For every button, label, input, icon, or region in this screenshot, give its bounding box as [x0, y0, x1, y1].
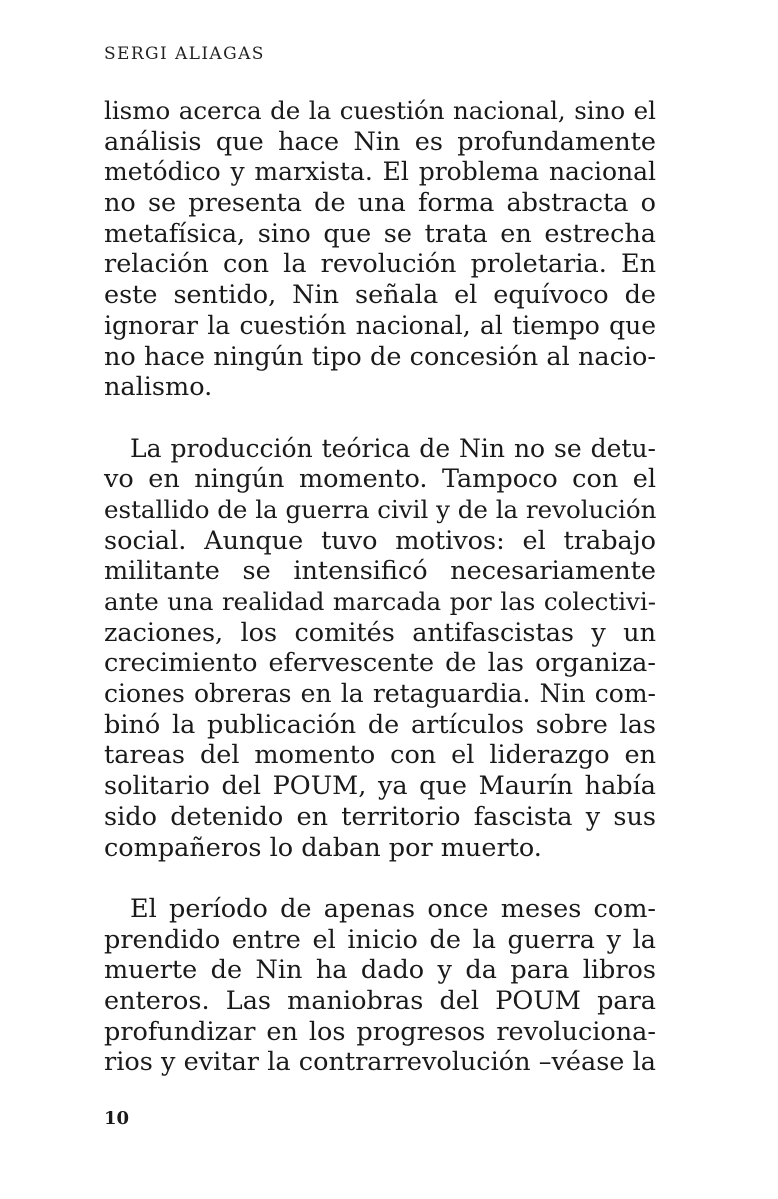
text-line: ante una realidad marcada por las colectivi- [104, 587, 656, 616]
text-line: análisis que hace Nin es profundamente [104, 126, 656, 157]
body-text [104, 96, 656, 1078]
paragraph-gap [104, 403, 656, 434]
text-line: El período de apenas once meses com- [130, 893, 656, 924]
text-line: La producción teórica de Nin no se detu- [130, 433, 656, 463]
text-line: metafísica, sino que se trata en estrecha [104, 218, 656, 249]
text-line: lismo acerca de la cuestión nacional, sino el [104, 96, 656, 125]
text-line: sido detenido en territorio fascista y sus [104, 801, 656, 832]
text-line: relación con la revolución proletaria. En [104, 249, 656, 280]
text-line: muerte de Nin ha dado y da para libros [104, 955, 656, 986]
text-line: crecimiento efervescente de las organiza- [104, 648, 656, 679]
text-line: estallido de la guerra civil y de la revolución [104, 494, 657, 524]
text-line: militante se intensificó necesariamente [104, 556, 656, 587]
text-line: no hace ningún tipo de concesión al nacio- [104, 341, 656, 372]
text-line: vo en ningún momento. Tampoco con el [104, 464, 656, 495]
text-line: metódico y marxista. El problema nacional [104, 157, 656, 187]
paragraph-gap [104, 863, 656, 894]
text-line: enteros. Las maniobras del POUM para [104, 985, 656, 1016]
text-line: ignorar la cuestión nacional, al tiempo que [104, 310, 656, 340]
paragraph-1 [104, 96, 656, 403]
page-number: 10 [104, 1108, 130, 1129]
text-line: social. Aunque tuvo motivos: el trabajo [104, 525, 656, 556]
text-line: solitario del POUM, ya que Maurín había [104, 771, 656, 802]
text-line: prendido entre el inicio de la guerra y la [104, 924, 656, 955]
text-line: ciones obreras en la retaguardia. Nin com- [104, 679, 656, 709]
text-line: tareas del momento con el liderazgo en [104, 740, 656, 771]
text-line: binó la publicación de artículos sobre las [104, 709, 656, 740]
text-line: zaciones, los comités antifascistas y un [104, 617, 656, 648]
text-line: profundizar en los progresos revoluciona- [104, 1016, 656, 1047]
running-head: SERGI ALIAGAS [104, 44, 265, 64]
paragraph-3 [104, 894, 656, 1078]
text-line: nalismo. [104, 372, 213, 403]
text-line: no se presenta de una forma abstracta o [104, 188, 656, 219]
text-line: este sentido, Nin señala el equívoco de [104, 280, 656, 311]
text-line: compañeros lo daban por muerto. [104, 832, 542, 863]
text-line: rios y evitar la contrarrevolución –véase la [104, 1047, 656, 1078]
paragraph-2 [104, 434, 656, 864]
